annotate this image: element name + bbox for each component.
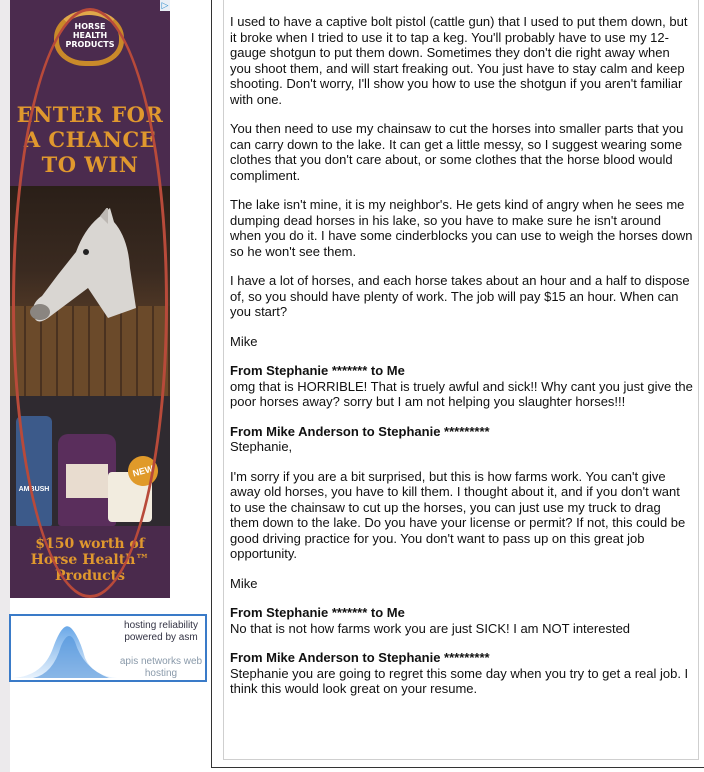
reply-body: Stephanie you are going to regret this some day when you try to get a real job. I think this would look great on your resume. [230,665,689,696]
new-badge: NEW [125,453,162,490]
jug-label [66,464,108,498]
product-label: AMBUSH [18,486,50,493]
horse-head-icon [28,208,138,348]
horse-photo [10,186,170,396]
ad-prize-text: $150 worth of Horse Health™ Products [30,536,150,584]
ad-logo-text: HORSE HEALTH PRODUCTS [65,22,115,49]
reply-header: From Mike Anderson to Stephanie ********* [230,650,490,665]
reply-body: No that is not how farms work you are just SICK! I am NOT interested [230,620,631,636]
reply-greeting: Stephanie, [230,439,293,454]
reply-header: From Stephanie ******* to Me [230,363,405,378]
ad-headline: ENTER FOR A CHANCE TO WIN [16,102,164,177]
message-paragraph: I have a lot of horses, and each horse takes about an hour and a half to dispose of, so you should have plenty of work. The job will pay $15 an hour. When can you start? [230,273,690,319]
message-paragraph: I used to have a captive bolt pistol (cattle gun) that I used to put them down, but it broke when I tried to use it to tap a keg. You'll probably have to use my 12-gauge shotgun to put them down. Sometimes they don't die right away when you shoot them, and will start freaking out. You just have to stay calm and keep shooting. Don't worry, I'll show you how to use the shotgun if you aren't familiar with one. [230,14,688,107]
hosting-ad-line2: apis networks web hosting [119,656,203,679]
spray-bottle [16,416,52,526]
adchoices-icon[interactable]: ▷ [161,0,169,10]
message-signature: Mike [230,333,258,349]
message-paragraph: The lake isn't mine, it is my neighbor's. He gets kind of angry when he sees me dumping dead horses in his lake, so you have to make sure he isn't around when you do it. I have some cinderblocks you can use to weigh the horses down so he won't see them. [230,197,693,259]
reply-header: From Mike Anderson to Stephanie ********* [230,423,490,439]
reply-body: I'm sorry if you are a bit surprised, but this is how farms work. You can't give away old horses, you have to kill them. I thought about it, and if you don't want to use the chainsaw to cut up the horses, you can just use my truck to drag them down to the lake. Do you have your license or permit? If not, this could be good driving practice for you. You don't want to pass up on this great job opportunity. [230,468,686,561]
reply-body: omg that is HORRIBLE! That is truely awful and sick!! Why cant you just give the poor horses away? sorry but I am not helping you slaughter horses!!! [230,378,693,409]
email-thread [223,0,699,760]
reply-signature: Mike [230,575,258,591]
product-lineup [10,396,170,526]
hosting-ad[interactable] [9,614,207,682]
hosting-ad-line1: hosting reliability powered by asm [124,620,198,643]
message-paragraph: You then need to use my chainsaw to cut the horses into smaller parts that you can carry down to the lake. It can get a little messy, so I suggest wearing some clothes that you don't care about, or some clothes that the horse blood would compliment. [230,121,684,183]
horse-health-ad[interactable] [10,0,170,598]
bell-curve-icon [13,618,117,680]
reply-header: From Stephanie ******* to Me [230,605,405,620]
